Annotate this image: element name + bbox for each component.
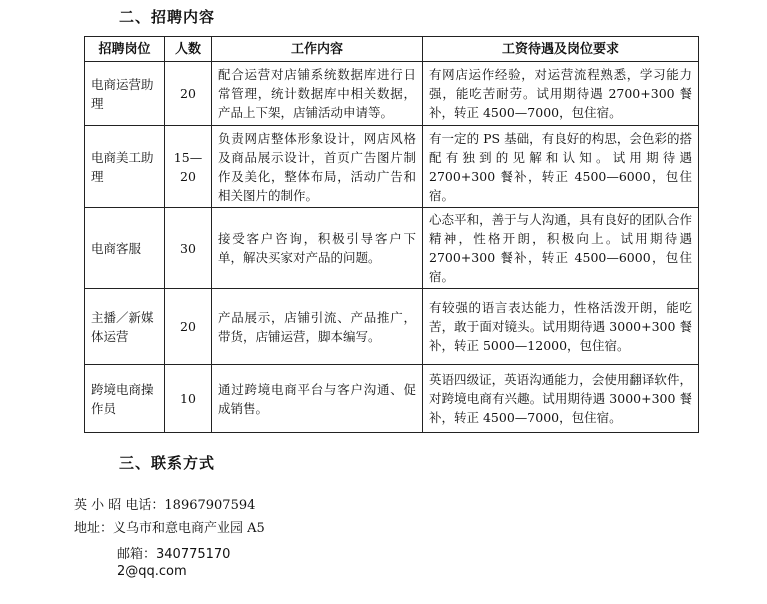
row-position: 主播／新媒体运营: [85, 289, 165, 365]
recruitment-table: [84, 36, 699, 433]
row-count: 20: [165, 62, 212, 126]
header-requirements: 工资待遇及岗位要求: [423, 37, 699, 62]
row-duties: 产品展示，店铺引流、产品推广，带货，店铺运营，脚本编写。: [212, 289, 423, 365]
row-position: 电商运营助理: [85, 62, 165, 126]
row-count: 10: [165, 365, 212, 433]
row-position: 电商美工助理: [85, 126, 165, 208]
row-requirements: 有一定的 PS 基础，有良好的构思，会色彩的搭配有独到的见解和认知。试用期待遇 2700+300 餐补，转正 4500—6000，包住宿。: [423, 126, 699, 208]
table-row: [85, 62, 699, 126]
row-position: 电商客服: [85, 208, 165, 289]
row-duties: 通过跨境电商平台与客户沟通、促成销售。: [212, 365, 423, 433]
row-position: 跨境电商操作员: [85, 365, 165, 433]
row-count: 30: [165, 208, 212, 289]
row-requirements: 有网店运作经验，对运营流程熟悉，学习能力强，能吃苦耐劳。试用期待遇 2700+300 餐补，转正 4500—7000，包住宿。: [423, 62, 699, 126]
table-row: [85, 126, 699, 208]
row-duties: 配合运营对店铺系统数据库进行日常管理，统计数据库中相关数据，产品上下架，店铺活动申请等。: [212, 62, 423, 126]
row-requirements: 有较强的语言表达能力，性格活泼开朗，能吃苦，敢于面对镜头。试用期待遇 3000+300 餐补，转正 5000—12000，包住宿。: [423, 289, 699, 365]
row-count: 15—20: [165, 126, 212, 208]
section-3-heading: 三、联系方式: [119, 454, 216, 472]
table-header-row: [85, 37, 699, 62]
section-2-heading: 二、招聘内容: [119, 8, 216, 26]
row-duties: 接受客户咨询，积极引导客户下单，解决买家对产品的问题。: [212, 208, 423, 289]
table-row: [85, 289, 699, 365]
table-row: [85, 365, 699, 433]
contact-name-phone: 英 小 昭 电话：18967907594: [74, 498, 256, 513]
header-duties: 工作内容: [212, 37, 423, 62]
row-requirements: 英语四级证，英语沟通能力，会使用翻译软件，对跨境电商有兴趣。试用期待遇 3000+300 餐补，转正 4500—7000，包住宿。: [423, 365, 699, 433]
row-requirements: 心态平和，善于与人沟通，具有良好的团队合作精神，性格开朗，积极向上。试用期待遇 2700+300 餐补，转正 4500—6000，包住宿。: [423, 208, 699, 289]
header-position: 招聘岗位: [85, 37, 165, 62]
contact-address: 地址：义乌市和意电商产业园 A5: [74, 521, 265, 536]
row-count: 20: [165, 289, 212, 365]
contact-email: 邮箱：3407751702@qq.com: [117, 547, 231, 579]
header-count: 人数: [165, 37, 212, 62]
table-row: [85, 208, 699, 289]
row-duties: 负责网店整体形象设计，网店风格及商品展示设计，首页广告图片制作及美化，整体布局，活动广告和相关图片的制作。: [212, 126, 423, 208]
